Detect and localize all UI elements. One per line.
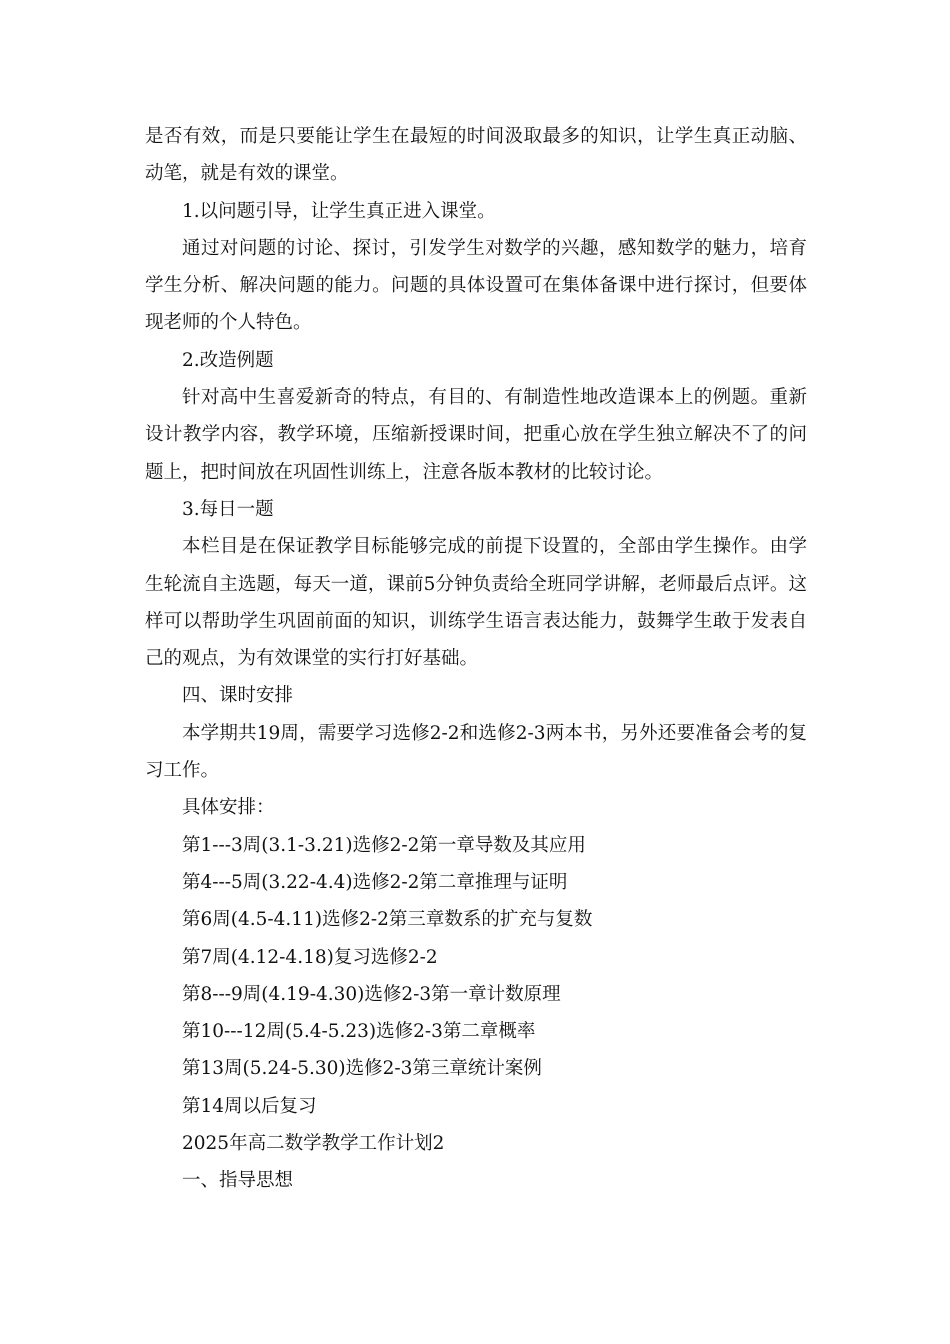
paragraph-body: 通过对问题的讨论、探讨，引发学生对数学的兴趣，感知数学的魅力，培育学生分析、解决问题的能力。问题的具体设置可在集体备课中进行探讨，但要体现老师的个人特色。	[145, 237, 807, 334]
document-title-2: 2025年高二数学教学工作计划2	[182, 1133, 445, 1155]
schedule-line: 第10---12周(5.4-5.23)选修2-3第二章概率	[182, 1021, 536, 1043]
schedule-intro: 具体安排：	[182, 797, 275, 819]
paragraph-continuation: 是否有效，而是只要能让学生在最短的时间汲取最多的知识，让学生真正动脑、动笔，就是有效的课堂。	[145, 126, 807, 185]
section-heading-guiding: 一、指导思想	[182, 1170, 294, 1192]
document-body	[145, 118, 807, 1200]
schedule-line: 第14周以后复习	[182, 1095, 317, 1117]
item-heading-2: 2.改造例题	[182, 349, 274, 371]
schedule-line: 第4---5周(3.22-4.4)选修2-2第二章推理与证明	[182, 871, 568, 893]
section-heading-schedule: 四、课时安排	[182, 685, 294, 707]
paragraph-body: 针对高中生喜爱新奇的特点，有目的、有制造性地改造课本上的例题。重新设计教学内容，教学环境，压缩新授课时间，把重心放在学生独立解决不了的问题上，把时间放在巩固性训练上，注意各版本教材的比较讨论。	[145, 387, 807, 483]
schedule-line: 第7周(4.12-4.18)复习选修2-2	[182, 946, 438, 968]
paragraph-body: 本栏目是在保证教学目标能够完成的前提下设置的，全部由学生操作。由学生轮流自主选题，每天一道，课前5分钟负责给全班同学讲解，老师最后点评。这样可以帮助学生巩固前面的知识，训练学生语言表达能力，鼓舞学生敢于发表自己的观点，为有效课堂的实行打好基础。	[145, 536, 807, 670]
item-heading-1: 1.以问题引导，让学生真正进入课堂。	[182, 200, 496, 222]
schedule-line: 第13周(5.24-5.30)选修2-3第三章统计案例	[182, 1058, 542, 1080]
schedule-line: 第1---3周(3.1-3.21)选修2-2第一章导数及其应用	[182, 834, 586, 856]
schedule-line: 第6周(4.5-4.11)选修2-2第三章数系的扩充与复数	[182, 909, 593, 931]
item-heading-3: 3.每日一题	[182, 498, 274, 520]
paragraph-body: 本学期共19周，需要学习选修2-2和选修2-3两本书，另外还要准备会考的复习工作。	[145, 722, 807, 782]
schedule-line: 第8---9周(4.19-4.30)选修2-3第一章计数原理	[182, 983, 561, 1005]
